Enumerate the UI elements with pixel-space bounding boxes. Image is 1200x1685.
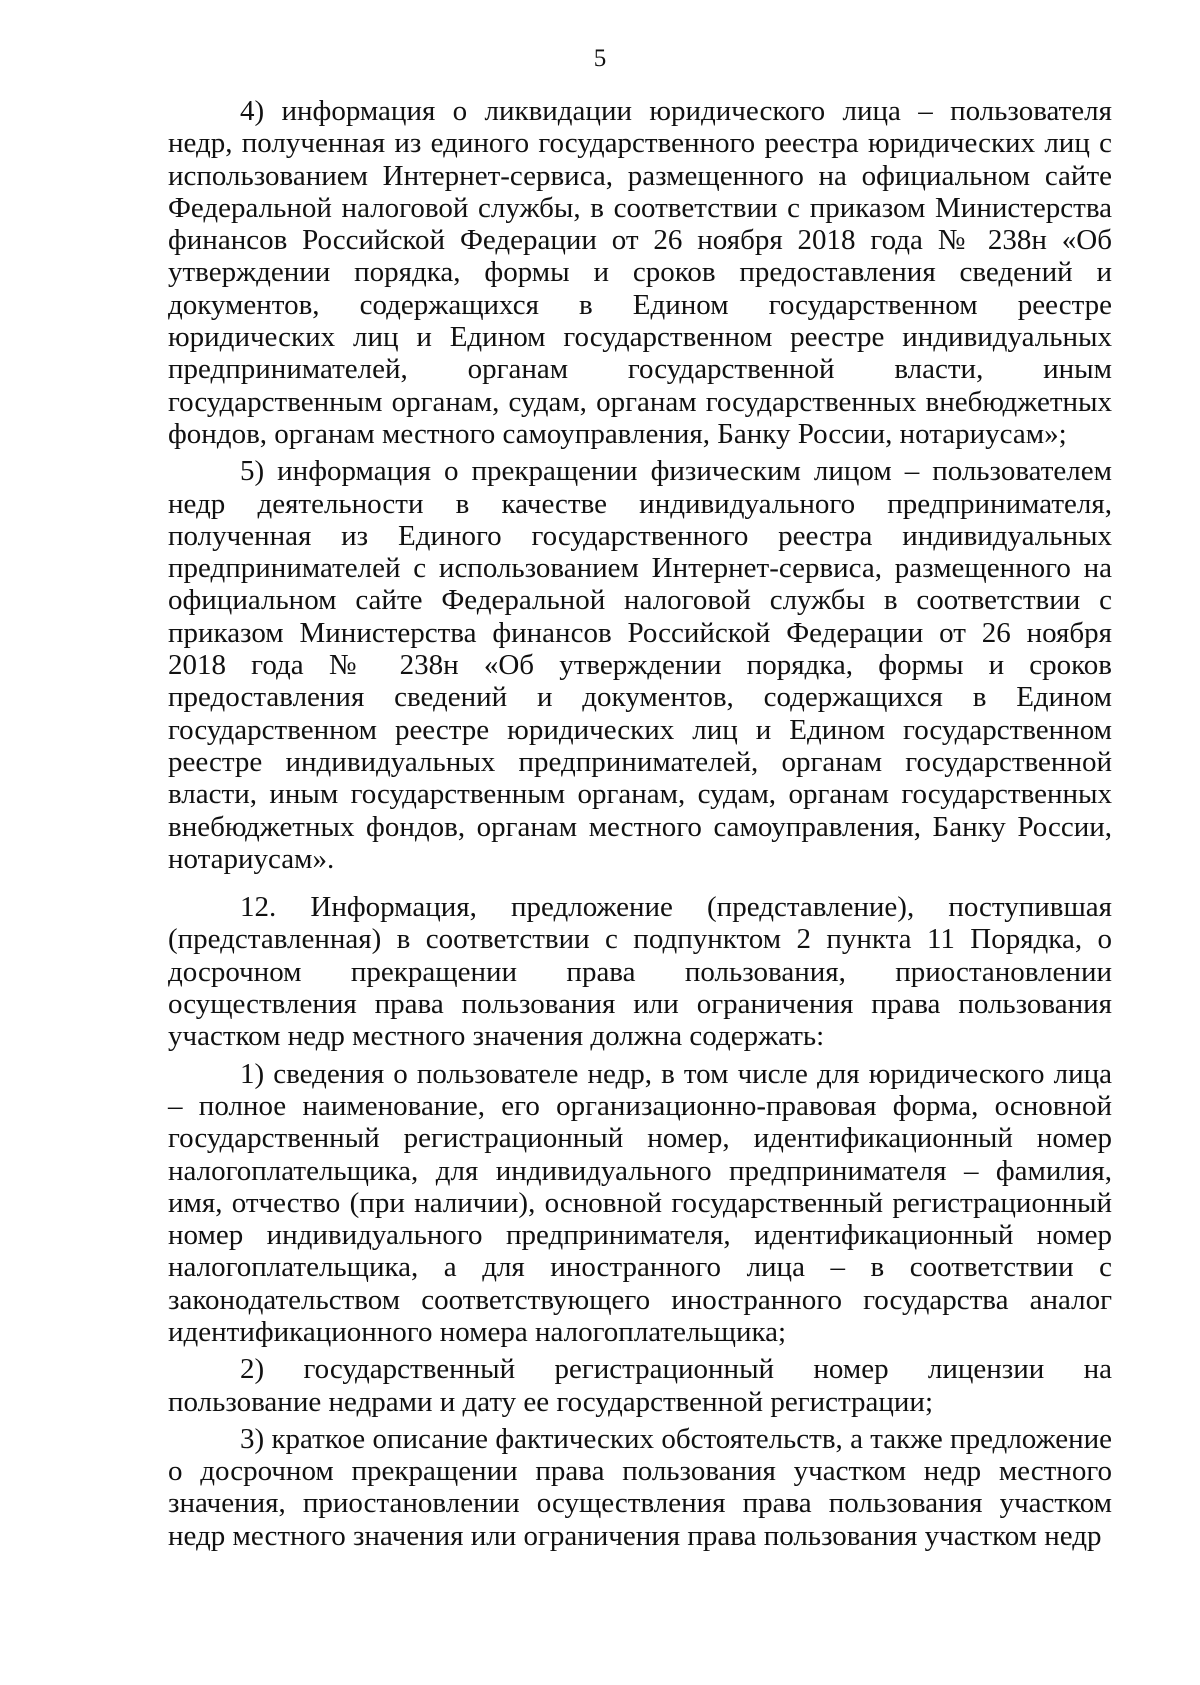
paragraph-item-5: 5) информация о прекращении физическим лицом – пользователем недр деятельности в качестве индивидуального предпринимателя, полученная из Единого государственного реестра индивидуальных предпринимателей с использованием Интернет-сервиса, размещенного на официальном сайте Федеральной налоговой службы в соответствии с приказом Министерства финансов Российской Федерации от 26 ноября 2018 года № 238н «Об утверждении порядка, формы и сроков предоставления сведений и документов, содержащихся в Едином государственном реестре юридических лиц и Едином государственном реестре индивидуальных предпринимателей, органам государственной власти, иным государственным органам, судам, органам государственных внебюджетных фондов, органам местного самоуправления, Банку России, нотариусам». <box>168 455 1112 875</box>
paragraph-item-4: 4) информация о ликвидации юридического лица – пользователя недр, полученная из единого государственного реестра юридических лиц с использованием Интернет-сервиса, размещенного на официальном сайте Федеральной налоговой службы, в соответствии с приказом Министерства финансов Российской Федерации от 26 ноября 2018 года № 238н «Об утверждении порядка, формы и сроков предоставления сведений и документов, содержащихся в Едином государственном реестре юридических лиц и Едином государственном реестре индивидуальных предпринимателей, органам государственной власти, иным государственным органам, судам, органам государственных внебюджетных фондов, органам местного самоуправления, Банку России, нотариусам»; <box>168 95 1112 450</box>
paragraph-item-12-1: 1) сведения о пользователе недр, в том числе для юридического лица – полное наименование, его организационно-правовая форма, основной государственный регистрационный номер, идентификационный номер налогоплательщика, для индивидуального предпринимателя – фамилия, имя, отчество (при наличии), основной государственный регистрационный номер индивидуального предпринимателя, идентификационный номер налогоплательщика, а для иностранного лица – в соответствии с законодательством соответствующего иностранного государства аналог идентификационного номера налогоплательщика; <box>168 1057 1112 1348</box>
paragraph-item-12-3: 3) краткое описание фактических обстоятельств, а также предложение о досрочном прекращении права пользования участком недр местного значения, приостановлении осуществления права пользования участком недр местного значения или ограничения права пользования участком недр <box>168 1422 1112 1552</box>
paragraph-item-12: 12. Информация, предложение (представление), поступившая (представленная) в соответствии с подпунктом 2 пункта 11 Порядка, о досрочном прекращении права пользования, приостановлении осуществления права пользования или ограничения права пользования участком недр местного значения должна содержать: <box>168 891 1112 1053</box>
document-body <box>168 95 1112 1557</box>
paragraph-item-12-2: 2) государственный регистрационный номер лицензии на пользование недрами и дату ее государственной регистрации; <box>168 1353 1112 1418</box>
page-number: 5 <box>593 45 607 72</box>
